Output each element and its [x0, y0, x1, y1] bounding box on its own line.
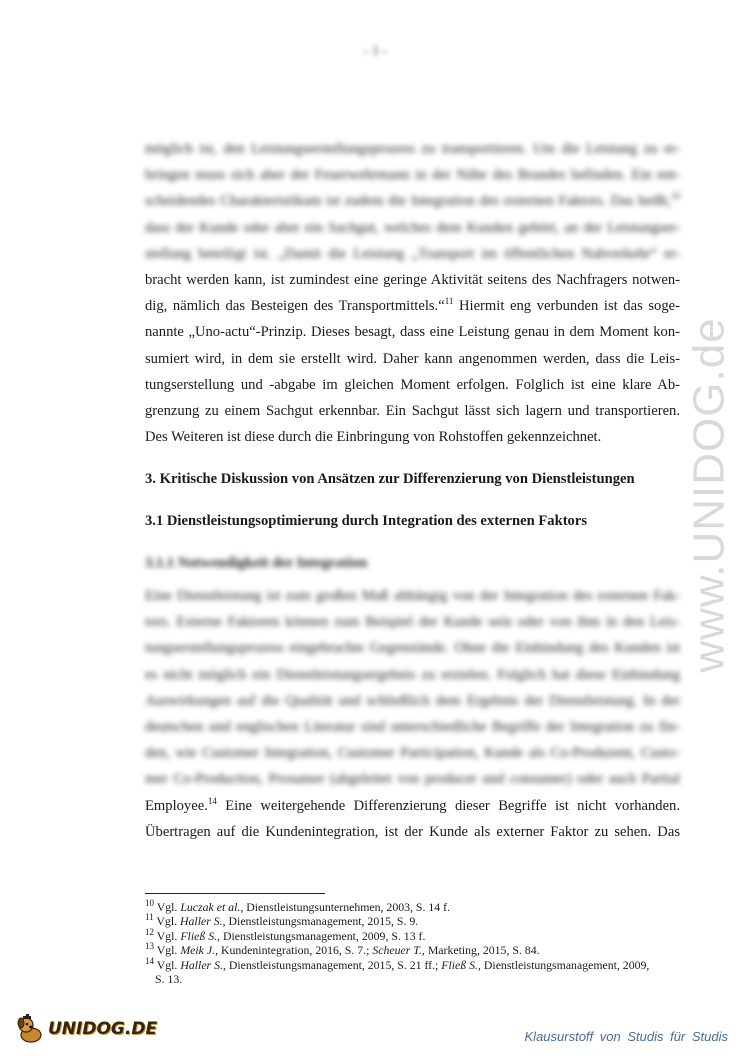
text-line: Übertragen auf die Kundenintegration, ist der Kunde als externer Faktor zu sehen. Das: [145, 823, 680, 840]
paragraph-1: [145, 136, 680, 450]
text-segment: Employee.: [145, 797, 208, 814]
text-line: bringen muss sich aber der Feuerwehrmann in der Nähe des Brandes befinden. Ein ent-: [145, 167, 680, 184]
footnote-number: 14: [145, 955, 154, 966]
text-line: dass der Kunde oder aber ein Sachgut, welches dem Kunden gehört, an der Leistungser-: [145, 219, 680, 236]
footnote-text: S. 13.: [155, 972, 183, 987]
text-line: [145, 188, 680, 214]
footnote: [145, 914, 685, 928]
section-heading-3-1: 3.1 Dienstleistungsoptimierung durch Integration des externen Faktors: [145, 513, 588, 529]
text-line: Auswirkungen auf die Qualität und schließlich dem Ergebnis der Dienstleistung. In der: [145, 692, 680, 709]
footer-tagline: Klausurstoff von Studis für Studis: [524, 1029, 728, 1044]
footnote-text: , Dienstleistungsmanagement, 2009,: [478, 957, 650, 972]
text-segment: Hiermit eng verbunden ist das soge-: [453, 298, 680, 315]
footnotes: [145, 900, 685, 986]
text-line: [145, 293, 680, 319]
footnote-text: Vgl.: [153, 914, 181, 929]
footnote-author: Haller S.: [180, 957, 223, 972]
text-line: nannte „Uno-actu“-Prinzip. Dieses besagt, dass eine Leistung genau in dem Moment kon-: [145, 324, 680, 341]
blurred-text-block: [145, 136, 680, 267]
text-line: stellung beteiligt ist. „Damit die Leistung „Transport im öffentlichen Nahverkehr“ er-: [145, 245, 680, 262]
text-line: tungserstellung und -abgabe im gleichen Moment erfolgen. Folglich ist eine klare Ab-: [145, 376, 680, 393]
footnote-divider: [145, 893, 325, 894]
text-line: grenzung zu einem Sachgut erkennbar. Ein Sachgut lässt sich lagern und transportieren.: [145, 403, 680, 420]
text-line: es nicht möglich ein Dienstleistungsergebnis zu erzielen. Folglich hat diese Einbindung: [145, 666, 680, 683]
text-segment: dig, nämlich das Besteigen des Transportmittels.“: [145, 298, 445, 315]
footnote-text: Vgl.: [154, 928, 181, 943]
text-line: bracht werden kann, ist zumindest eine geringe Aktivität seitens des Nachfragers notwen-: [145, 272, 680, 289]
footnote-text: , Dienstleistungsunternehmen, 2003, S. 14 f.: [240, 900, 451, 914]
text-segment: scheidendes Charakteristikum ist zudem die Integration des externen Faktors. Das heißt,: [145, 193, 671, 210]
footnote-number: 12: [145, 926, 154, 937]
footnote-ref: 10: [671, 191, 680, 202]
section-heading-3: 3. Kritische Diskussion von Ansätzen zur Differenzierung von Dienstleistungen: [145, 471, 635, 487]
logo-text: UNIDOG.DE: [48, 1019, 158, 1039]
footnote-author: Haller S.: [180, 914, 223, 929]
footnote-number: 10: [145, 898, 154, 909]
text-line: mer Co-Production, Prosumer (abgeleitet von producer und consumer) oder auch Partial: [145, 771, 680, 788]
text-line: sumiert wird, in dem sie erstellt wird. Daher kann angenommen werden, dass die Leis-: [145, 350, 680, 367]
text-line: [145, 793, 680, 819]
watermark: [680, 260, 740, 730]
text-line: deutschen und englischen Literatur sind unterschiedliche Begriffe der Integration zu fin-: [145, 719, 680, 736]
footnote-text: , Kundenintegration, 2016, S. 7.;: [215, 943, 373, 958]
footnote-author: Fließ S.: [441, 957, 478, 972]
footnote-author: Fließ S.: [180, 928, 218, 943]
paragraph-2: [145, 583, 680, 845]
blurred-text-block: [145, 583, 680, 793]
text-line: Des Weiteren ist diese durch die Einbringung von Rohstoffen gekennzeichnet.: [145, 429, 602, 446]
unidog-logo[interactable]: [14, 1012, 184, 1046]
footnote-text: , Dienstleistungsmanagement, 2015, S. 21 ff.;: [222, 957, 442, 972]
footnote-author: Luczak et al.: [180, 900, 241, 914]
footnote-author: Meik J.: [180, 943, 216, 958]
footnote-text: Vgl.: [154, 900, 181, 914]
text-line: tungserstellungsprozess eingebrachte Gegenstände. Ohne die Einbindung des Kunden ist: [145, 640, 680, 657]
text-line: tors. Externe Faktoren können zum Beispiel der Kunde sein oder von ihm in den Leis-: [145, 614, 680, 631]
footnote: [145, 955, 685, 987]
footnote-text: Vgl.: [154, 943, 181, 958]
text-segment: Eine weitergehende Differenzierung dieser Begriffe ist nicht vorhanden.: [216, 797, 680, 814]
footnote-ref: 14: [207, 795, 217, 806]
footnote-text: , Dienstleistungsmanagement, 2009, S. 13 f.: [217, 928, 426, 943]
section-heading-3-1-1: 3.1.1 Notwendigkeit der Integration: [145, 555, 368, 571]
footnote-number: 13: [145, 941, 154, 952]
footnote-number: 11: [145, 912, 154, 923]
dog-icon: [14, 1013, 46, 1045]
footnote: [145, 900, 685, 914]
text-line: den, wie Customer Integration, Customer Participation, Kunde als Co-Produzent, Custo-: [145, 745, 680, 762]
footnote-text: , Dienstleistungsmanagement, 2015, S. 9.: [222, 914, 419, 929]
text-line: möglich ist, den Leistungserstellungsprozess zu transportieren. Um die Leistung zu er-: [145, 141, 680, 157]
footnote-text: , Marketing, 2015, S. 84.: [421, 943, 540, 958]
footnote-text: Vgl.: [154, 957, 181, 972]
watermark-text: www.UNIDOG.de: [685, 317, 735, 673]
text-line: Eine Dienstleistung ist zum großen Maß abhängig von der Integration des externen Fak-: [145, 588, 680, 604]
footnote-author: Scheuer T.: [372, 943, 422, 958]
footnote: [145, 943, 685, 957]
page-number: - 3 -: [363, 44, 387, 59]
footnote: [145, 926, 685, 943]
footnote-ref: 11: [444, 296, 454, 307]
